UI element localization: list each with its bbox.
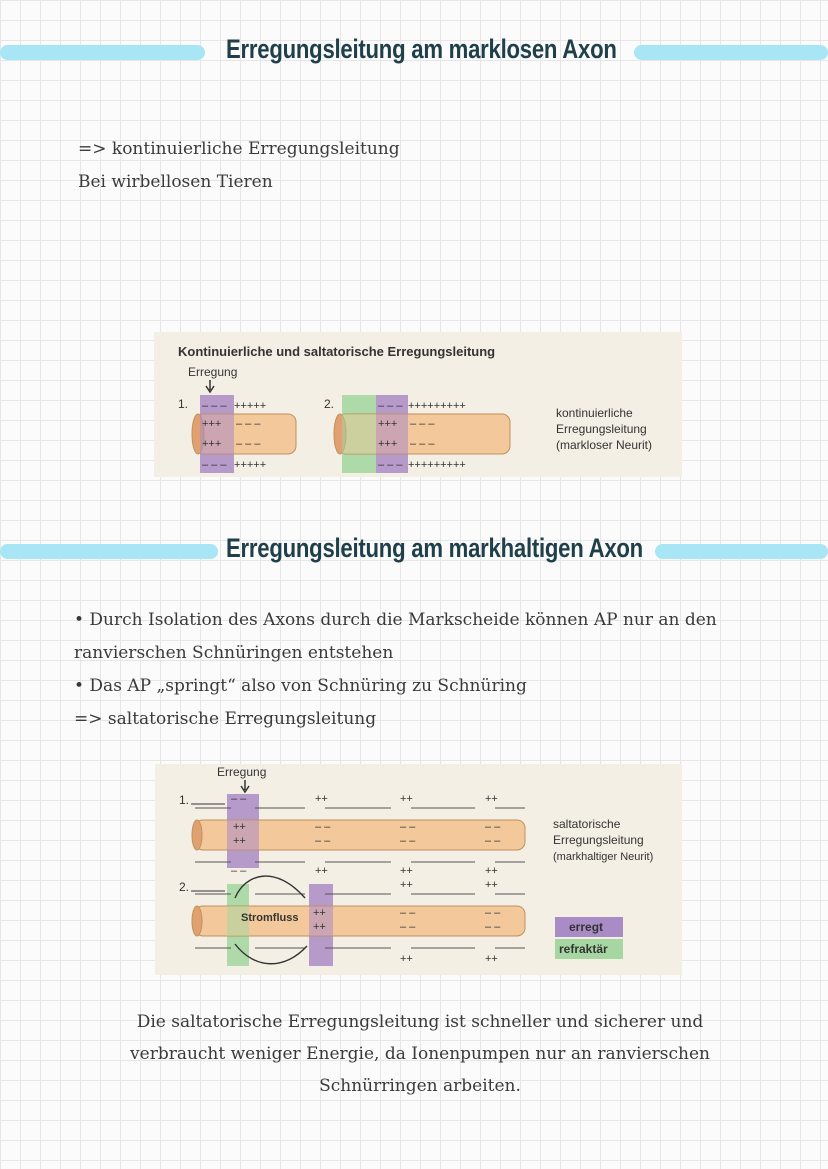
- outer-charge-top: ++: [400, 879, 413, 891]
- outer-charge-top: ++: [400, 793, 413, 805]
- section2-heading: [0, 531, 828, 571]
- inner-charge: – –: [400, 835, 416, 847]
- arrow-down-icon: [206, 380, 214, 392]
- axon-end: [192, 906, 202, 936]
- text-line: ranvierschen Schnüringen entstehen: [74, 643, 394, 663]
- inner-charge: – –: [485, 821, 501, 833]
- outer-charge-bottom: ++: [485, 865, 498, 877]
- section1-heading: [0, 32, 828, 72]
- outer-charge-bottom: +++++: [234, 459, 267, 471]
- figure1-step1: 1.: [178, 397, 189, 411]
- section2-title: Erregungsleitung am markhaltigen Axon: [226, 533, 643, 563]
- inner-charge: – –: [315, 821, 331, 833]
- outer-charge-top: ++: [485, 879, 498, 891]
- stromfluss-label: Stromfluss: [241, 912, 299, 924]
- text-line: => saltatorische Erregungsleitung: [74, 709, 377, 729]
- figure2-caption-line: Erregungsleitung: [553, 833, 644, 847]
- inner-charge: – –: [315, 835, 331, 847]
- figure-saltatory-conduction: [155, 764, 682, 975]
- text-line: Bei wirbellosen Tieren: [78, 172, 273, 192]
- outer-charge-top: – –: [231, 793, 247, 805]
- inner-charge: – – –: [410, 438, 435, 450]
- outer-charge-top: ++: [485, 793, 498, 805]
- figure2-caption-line: (markhaltiger Neurit): [553, 851, 654, 863]
- inner-charge: ++: [313, 921, 326, 933]
- conclusion-text: [110, 1006, 730, 1102]
- inner-charge: – – –: [236, 438, 261, 450]
- figure1-caption-line: (markloser Neurit): [556, 438, 653, 452]
- outer-charge-bottom: – – –: [202, 459, 227, 471]
- heading-accent-bar-left: [0, 544, 218, 559]
- inner-charge: – –: [400, 921, 416, 933]
- inner-charge: ++: [233, 821, 246, 833]
- inner-charge: ++: [233, 835, 246, 847]
- section2-text: [74, 604, 717, 736]
- text-line: • Das AP „springt“ also von Schnüring zu Schnüring: [74, 676, 527, 696]
- inner-charge: +++: [378, 418, 398, 430]
- heading-accent-bar-right: [655, 544, 828, 559]
- outer-charge-bottom: ++: [315, 865, 328, 877]
- section1-title: Erregungsleitung am marklosen Axon: [226, 34, 617, 64]
- inner-charge: – –: [400, 821, 416, 833]
- text-line: => kontinuierliche Erregungsleitung: [78, 139, 400, 159]
- figure2-erregung-label: Erregung: [217, 765, 267, 779]
- outer-charge-bottom: – – –: [378, 459, 403, 471]
- figure2-step2: 2.: [179, 880, 190, 894]
- outer-charge-bottom: ++: [400, 953, 413, 965]
- inner-charge: – –: [400, 907, 416, 919]
- outer-charge-top: – – –: [202, 400, 227, 412]
- outer-charge-bottom: – –: [231, 865, 247, 877]
- inner-charge: – –: [485, 907, 501, 919]
- heading-accent-bar-left: [0, 45, 205, 60]
- outer-charge-top: ++: [315, 793, 328, 805]
- outer-charge-top: – – –: [378, 400, 403, 412]
- outer-charge-bottom: ++: [400, 865, 413, 877]
- conclusion-line: Die saltatorische Erregungsleitung ist schneller und sicherer und: [136, 1012, 704, 1032]
- heading-accent-bar-right: [634, 45, 828, 60]
- legend-label-refraktaer: refraktär: [559, 942, 608, 956]
- inner-charge: ++: [313, 907, 326, 919]
- conclusion-line: Schnürringen arbeiten.: [319, 1076, 521, 1096]
- outer-charge-top: +++++: [234, 400, 267, 412]
- outer-charge-top: +++++++++: [408, 400, 466, 412]
- legend-label-erregt: erregt: [569, 920, 604, 934]
- text-line: • Durch Isolation des Axons durch die Markscheide können AP nur an den: [74, 610, 717, 630]
- figure1-step2: 2.: [324, 397, 335, 411]
- figure1-title: Kontinuierliche und saltatorische Erregungsleitung: [178, 344, 496, 359]
- axon-end: [192, 820, 202, 850]
- figure1-caption-line: kontinuierliche: [556, 406, 633, 420]
- inner-charge: – – –: [410, 418, 435, 430]
- refractory-zone-overlay: [342, 414, 376, 454]
- arrow-down-icon: [241, 780, 249, 792]
- figure1-caption-line: Erregungsleitung: [556, 422, 647, 436]
- figure2-step1: 1.: [179, 793, 190, 807]
- inner-charge: +++: [378, 438, 398, 450]
- section1-text: [78, 133, 400, 199]
- figure-continuous-conduction: [154, 332, 682, 477]
- inner-charge: – – –: [236, 418, 261, 430]
- conclusion-line: verbraucht weniger Energie, da Ionenpumpen nur an ranvierschen: [130, 1044, 710, 1064]
- inner-charge: +++: [202, 438, 222, 450]
- inner-charge: – –: [485, 835, 501, 847]
- figure1-erregung-label: Erregung: [188, 365, 238, 379]
- inner-charge: – –: [485, 921, 501, 933]
- figure2-caption-line: saltatorische: [553, 817, 621, 831]
- inner-charge: +++: [202, 418, 222, 430]
- outer-charge-bottom: +++++++++: [408, 459, 466, 471]
- outer-charge-bottom: ++: [485, 953, 498, 965]
